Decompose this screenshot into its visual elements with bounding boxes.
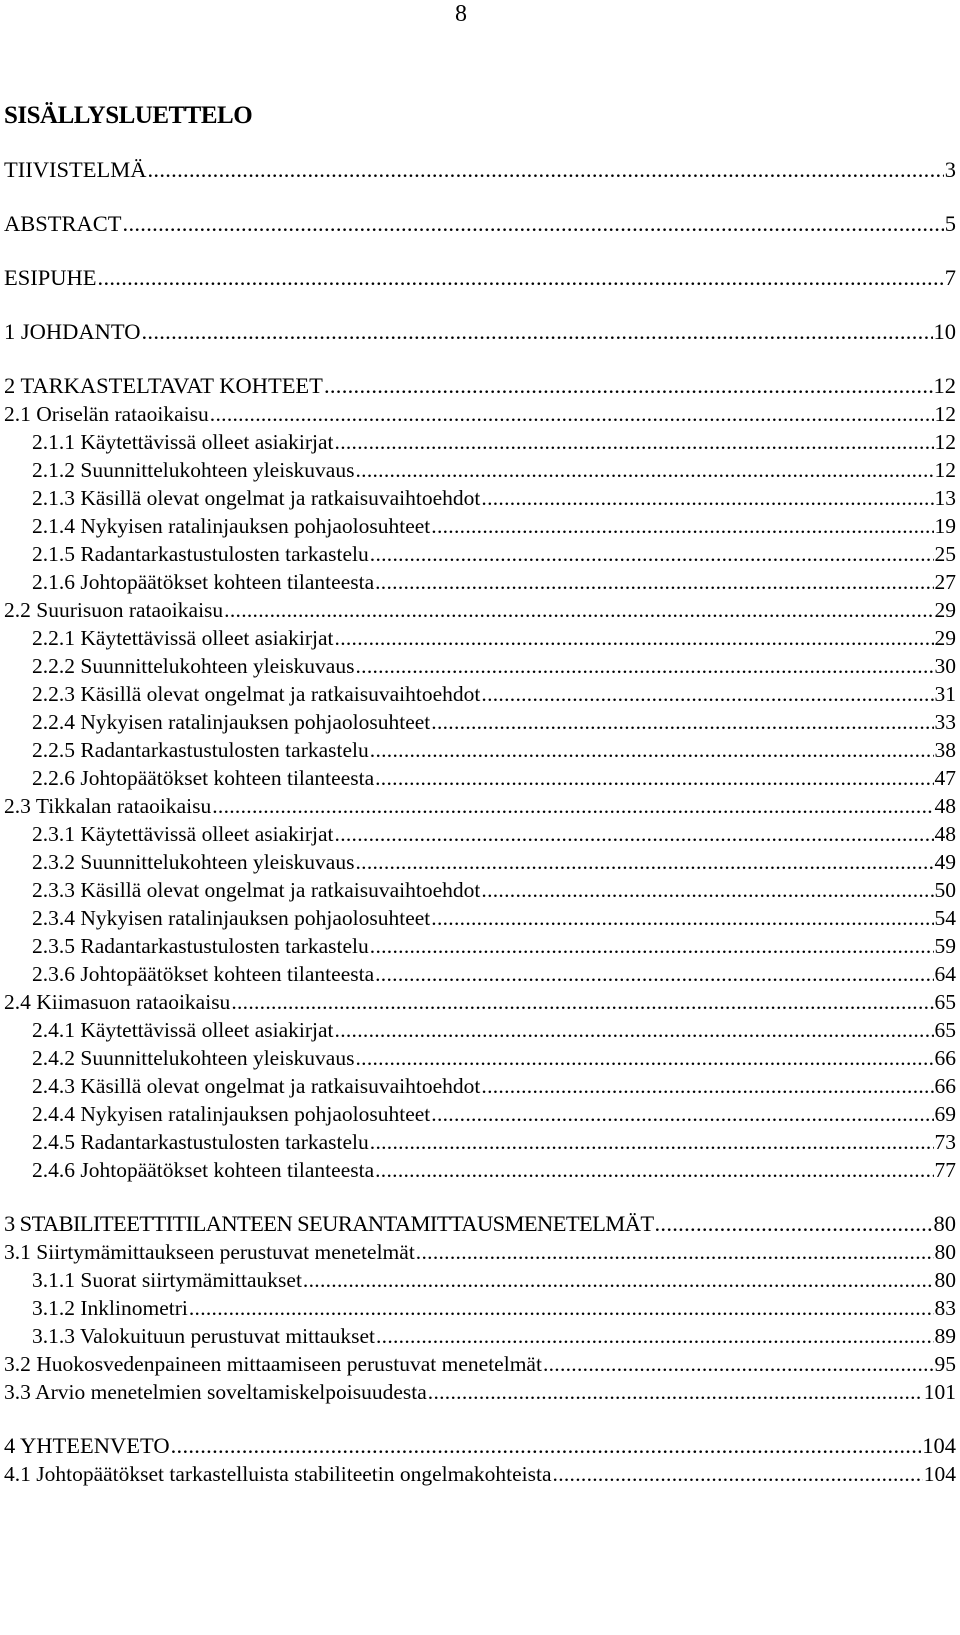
toc-entry[interactable] (4, 210, 956, 238)
toc-entry-page: 101 (923, 1380, 956, 1404)
toc-dot-leader (224, 596, 933, 624)
toc-entry-page: 25 (934, 542, 956, 566)
toc-entry-label: 2.3 Tikkalan rataoikaisu (4, 794, 212, 818)
toc-title: SISÄLLYSLUETTELO (4, 102, 253, 129)
toc-dot-leader (481, 1072, 933, 1100)
toc-entry-page: 66 (934, 1046, 956, 1070)
toc-entry[interactable] (32, 540, 956, 568)
toc-entry-label: 2.2.5 Radantarkastustulosten tarkastelu (32, 738, 369, 762)
toc-entry-label: 3.3 Arvio menetelmien soveltamiskelpoisuudesta (4, 1380, 427, 1404)
toc-entry-label: 2.1.1 Käytettävissä olleet asiakirjat (32, 430, 334, 454)
toc-entry[interactable] (4, 1460, 956, 1488)
toc-entry[interactable] (32, 876, 956, 904)
toc-entry-page: 69 (934, 1102, 956, 1126)
toc-entry-page: 12 (933, 373, 956, 398)
toc-entry-label: 2.4.4 Nykyisen ratalinjauksen pohjaolosuhteet (32, 1102, 431, 1126)
toc-dot-leader (335, 820, 934, 848)
toc-entry-label: 2.2.3 Käsillä olevat ongelmat ja ratkaisuvaihtoehdot (32, 682, 481, 706)
toc-dot-leader (335, 624, 934, 652)
toc-entry-page: 30 (934, 654, 956, 678)
toc-entry[interactable] (32, 568, 956, 596)
toc-entry-page: 65 (934, 990, 956, 1014)
toc-entry[interactable] (4, 792, 956, 820)
toc-entry-page: 80 (934, 1268, 956, 1292)
toc-dot-leader (189, 1294, 934, 1322)
toc-entry[interactable] (4, 318, 956, 346)
toc-entry-page: 12 (934, 402, 956, 426)
toc-entry-page: 48 (934, 794, 956, 818)
toc-dot-leader (171, 1432, 922, 1460)
toc-entry-page: 3 (944, 157, 956, 182)
toc-entry[interactable] (32, 736, 956, 764)
toc-entry-label: 2.2.6 Johtopäätökset kohteen tilanteesta (32, 766, 375, 790)
toc-entry-label: 2.3.6 Johtopäätökset kohteen tilanteesta (32, 962, 375, 986)
toc-dot-leader (375, 568, 933, 596)
toc-entry-label: 2.4.6 Johtopäätökset kohteen tilanteesta (32, 1158, 375, 1182)
toc-entry-label: 3.1.2 Inklinometri (32, 1296, 188, 1320)
toc-entry-label: 2.2.2 Suunnittelukohteen yleiskuvaus (32, 654, 355, 678)
toc-entry-page: 38 (934, 738, 956, 762)
toc-entry-page: 54 (934, 906, 956, 930)
toc-entry-label: 2.1.5 Radantarkastustulosten tarkastelu (32, 542, 369, 566)
toc-entry[interactable] (32, 652, 956, 680)
toc-entry-label: 2.1.3 Käsillä olevat ongelmat ja ratkaisuvaihtoehdot (32, 486, 481, 510)
toc-entry[interactable] (32, 1072, 956, 1100)
toc-entry-label: 4 YHTEENVETO (4, 1433, 170, 1458)
toc-entry[interactable] (4, 1210, 956, 1238)
toc-entry[interactable] (32, 708, 956, 736)
toc-entry-label: 2.4.2 Suunnittelukohteen yleiskuvaus (32, 1046, 355, 1070)
toc-entry-page: 29 (934, 598, 956, 622)
toc-dot-leader (428, 1378, 923, 1406)
toc-entry[interactable] (4, 1378, 956, 1406)
toc-dot-leader (303, 1266, 934, 1294)
toc-dot-leader (481, 876, 933, 904)
toc-dot-leader (324, 372, 933, 400)
toc-entry[interactable] (4, 372, 956, 400)
toc-entry-page: 27 (934, 570, 956, 594)
toc-entry-page: 12 (934, 458, 956, 482)
toc-entry-page: 66 (934, 1074, 956, 1098)
toc-entry-label: 3.1.1 Suorat siirtymämittaukset (32, 1268, 302, 1292)
toc-entry[interactable] (32, 932, 956, 960)
toc-dot-leader (355, 1044, 933, 1072)
toc-entry[interactable] (32, 428, 956, 456)
toc-dot-leader (141, 318, 932, 346)
toc-entry-page: 65 (934, 1018, 956, 1042)
toc-entry-label: TIIVISTELMÄ (4, 157, 147, 182)
toc-dot-leader (375, 960, 933, 988)
toc-dot-leader (355, 652, 933, 680)
toc-entry[interactable] (32, 624, 956, 652)
toc-dot-leader (654, 1210, 932, 1238)
toc-entry-label: 2.4.5 Radantarkastustulosten tarkastelu (32, 1130, 369, 1154)
page-number: 8 (455, 1, 467, 27)
toc-entry-page: 47 (934, 766, 956, 790)
toc-entry-label: 2.4.1 Käytettävissä olleet asiakirjat (32, 1018, 334, 1042)
toc-entry[interactable] (4, 400, 956, 428)
toc-entry-page: 10 (933, 319, 956, 344)
toc-entry[interactable] (32, 904, 956, 932)
toc-entry[interactable] (4, 988, 956, 1016)
toc-dot-leader (370, 1128, 934, 1156)
toc-entry-label: 2.4 Kiimasuon rataoikaisu (4, 990, 231, 1014)
toc-dot-leader (543, 1350, 934, 1378)
toc-entry-page: 33 (934, 710, 956, 734)
toc-dot-leader (98, 264, 944, 292)
toc-entry-label: 2 TARKASTELTAVAT KOHTEET (4, 373, 323, 398)
toc-entry[interactable] (32, 960, 956, 988)
toc-entry[interactable] (32, 764, 956, 792)
toc-dot-leader (123, 210, 944, 238)
toc-dot-leader (370, 540, 934, 568)
toc-entry-page: 49 (934, 850, 956, 874)
toc-dot-leader (370, 932, 934, 960)
toc-entry[interactable] (4, 1350, 956, 1378)
toc-dot-leader (335, 1016, 934, 1044)
toc-entry-label: 2.4.3 Käsillä olevat ongelmat ja ratkaisuvaihtoehdot (32, 1074, 481, 1098)
toc-entry-page: 19 (934, 514, 956, 538)
toc-dot-leader (481, 680, 933, 708)
toc-entry[interactable] (32, 1044, 956, 1072)
toc-entry-page: 48 (934, 822, 956, 846)
toc-entry[interactable] (4, 1432, 956, 1460)
toc-dot-leader (210, 400, 934, 428)
toc-entry-label: 3.1.3 Valokuituun perustuvat mittaukset (32, 1324, 375, 1348)
toc-entry[interactable] (32, 1266, 956, 1294)
toc-dot-leader (416, 1238, 934, 1266)
toc-entry[interactable] (32, 1100, 956, 1128)
toc-entry[interactable] (32, 680, 956, 708)
toc-entry-label: 2.3.5 Radantarkastustulosten tarkastelu (32, 934, 369, 958)
toc-dot-leader (375, 764, 933, 792)
toc-entry[interactable] (32, 848, 956, 876)
toc-entry[interactable] (32, 1016, 956, 1044)
toc-entry-label: 3.1 Siirtymämittaukseen perustuvat menetelmät (4, 1240, 415, 1264)
toc-entry[interactable] (32, 1156, 956, 1184)
toc-entry-label: 2.1.4 Nykyisen ratalinjauksen pohjaolosuhteet (32, 514, 431, 538)
toc-entry-label: 2.2.1 Käytettävissä olleet asiakirjat (32, 626, 334, 650)
toc-entry-page: 5 (944, 211, 956, 236)
toc-entry-label: 2.2 Suurisuon rataoikaisu (4, 598, 224, 622)
toc-dot-leader (431, 512, 933, 540)
toc-entry-label: 3 STABILITEETTITILANTEEN SEURANTAMITTAUSMENETELMÄT (4, 1211, 654, 1236)
toc-entry-label: 2.3.3 Käsillä olevat ongelmat ja ratkaisuvaihtoehdot (32, 878, 481, 902)
toc-entry-page: 29 (934, 626, 956, 650)
toc-entry-page: 59 (934, 934, 956, 958)
toc-dot-leader (212, 792, 933, 820)
toc-entry[interactable] (32, 1128, 956, 1156)
toc-dot-leader (375, 1156, 933, 1184)
toc-entry-label: 2.1.2 Suunnittelukohteen yleiskuvaus (32, 458, 355, 482)
toc-entry-label: 2.3.4 Nykyisen ratalinjauksen pohjaolosuhteet (32, 906, 431, 930)
toc-entry-page: 80 (933, 1211, 956, 1236)
toc-entry-page: 50 (934, 878, 956, 902)
toc-dot-leader (431, 708, 933, 736)
toc-entry-page: 104 (923, 1462, 956, 1486)
toc-dot-leader (376, 1322, 934, 1350)
toc-entry-page: 104 (922, 1433, 956, 1458)
toc-entry-label: 4.1 Johtopäätökset tarkastelluista stabiliteetin ongelmakohteista (4, 1462, 552, 1486)
toc-entry-page: 89 (934, 1324, 956, 1348)
toc-entry-label: 2.3.2 Suunnittelukohteen yleiskuvaus (32, 850, 355, 874)
toc-entry-page: 95 (934, 1352, 956, 1376)
toc-entry-label: 2.3.1 Käytettävissä olleet asiakirjat (32, 822, 334, 846)
toc-entry-page: 83 (934, 1296, 956, 1320)
toc-entry-label: 2.1 Oriselän rataoikaisu (4, 402, 209, 426)
toc-entry-label: ABSTRACT (4, 211, 122, 236)
toc-dot-leader (147, 156, 943, 184)
toc-entry[interactable] (32, 456, 956, 484)
toc-entry-label: 1 JOHDANTO (4, 319, 141, 344)
toc-entry-label: 2.1.6 Johtopäätökset kohteen tilanteesta (32, 570, 375, 594)
toc-entry-label: 2.2.4 Nykyisen ratalinjauksen pohjaolosuhteet (32, 710, 431, 734)
toc-entry[interactable] (4, 1238, 956, 1266)
toc-entry-page: 13 (934, 486, 956, 510)
toc-dot-leader (431, 904, 933, 932)
toc-entry[interactable] (32, 820, 956, 848)
toc-dot-leader (370, 736, 934, 764)
toc-entry[interactable] (4, 156, 956, 184)
toc-dot-leader (231, 988, 933, 1016)
toc-dot-leader (355, 456, 933, 484)
toc-entry-page: 77 (934, 1158, 956, 1182)
toc-entry-page: 12 (934, 430, 956, 454)
toc-entry-page: 7 (944, 265, 956, 290)
toc-dot-leader (553, 1460, 923, 1488)
toc-entry[interactable] (32, 1322, 956, 1350)
toc-entry[interactable] (4, 596, 956, 624)
toc-entry[interactable] (32, 484, 956, 512)
toc-entry-page: 64 (934, 962, 956, 986)
toc-entry[interactable] (32, 1294, 956, 1322)
toc-entry-label: ESIPUHE (4, 265, 97, 290)
toc-entry-page: 73 (934, 1130, 956, 1154)
toc-entry-label: 3.2 Huokosvedenpaineen mittaamiseen perustuvat menetelmät (4, 1352, 542, 1376)
toc-dot-leader (335, 428, 934, 456)
toc-entry[interactable] (4, 264, 956, 292)
toc-dot-leader (431, 1100, 933, 1128)
toc-entry[interactable] (32, 512, 956, 540)
toc-dot-leader (481, 484, 933, 512)
toc-entry-page: 31 (934, 682, 956, 706)
toc-dot-leader (355, 848, 933, 876)
toc-entry-page: 80 (934, 1240, 956, 1264)
